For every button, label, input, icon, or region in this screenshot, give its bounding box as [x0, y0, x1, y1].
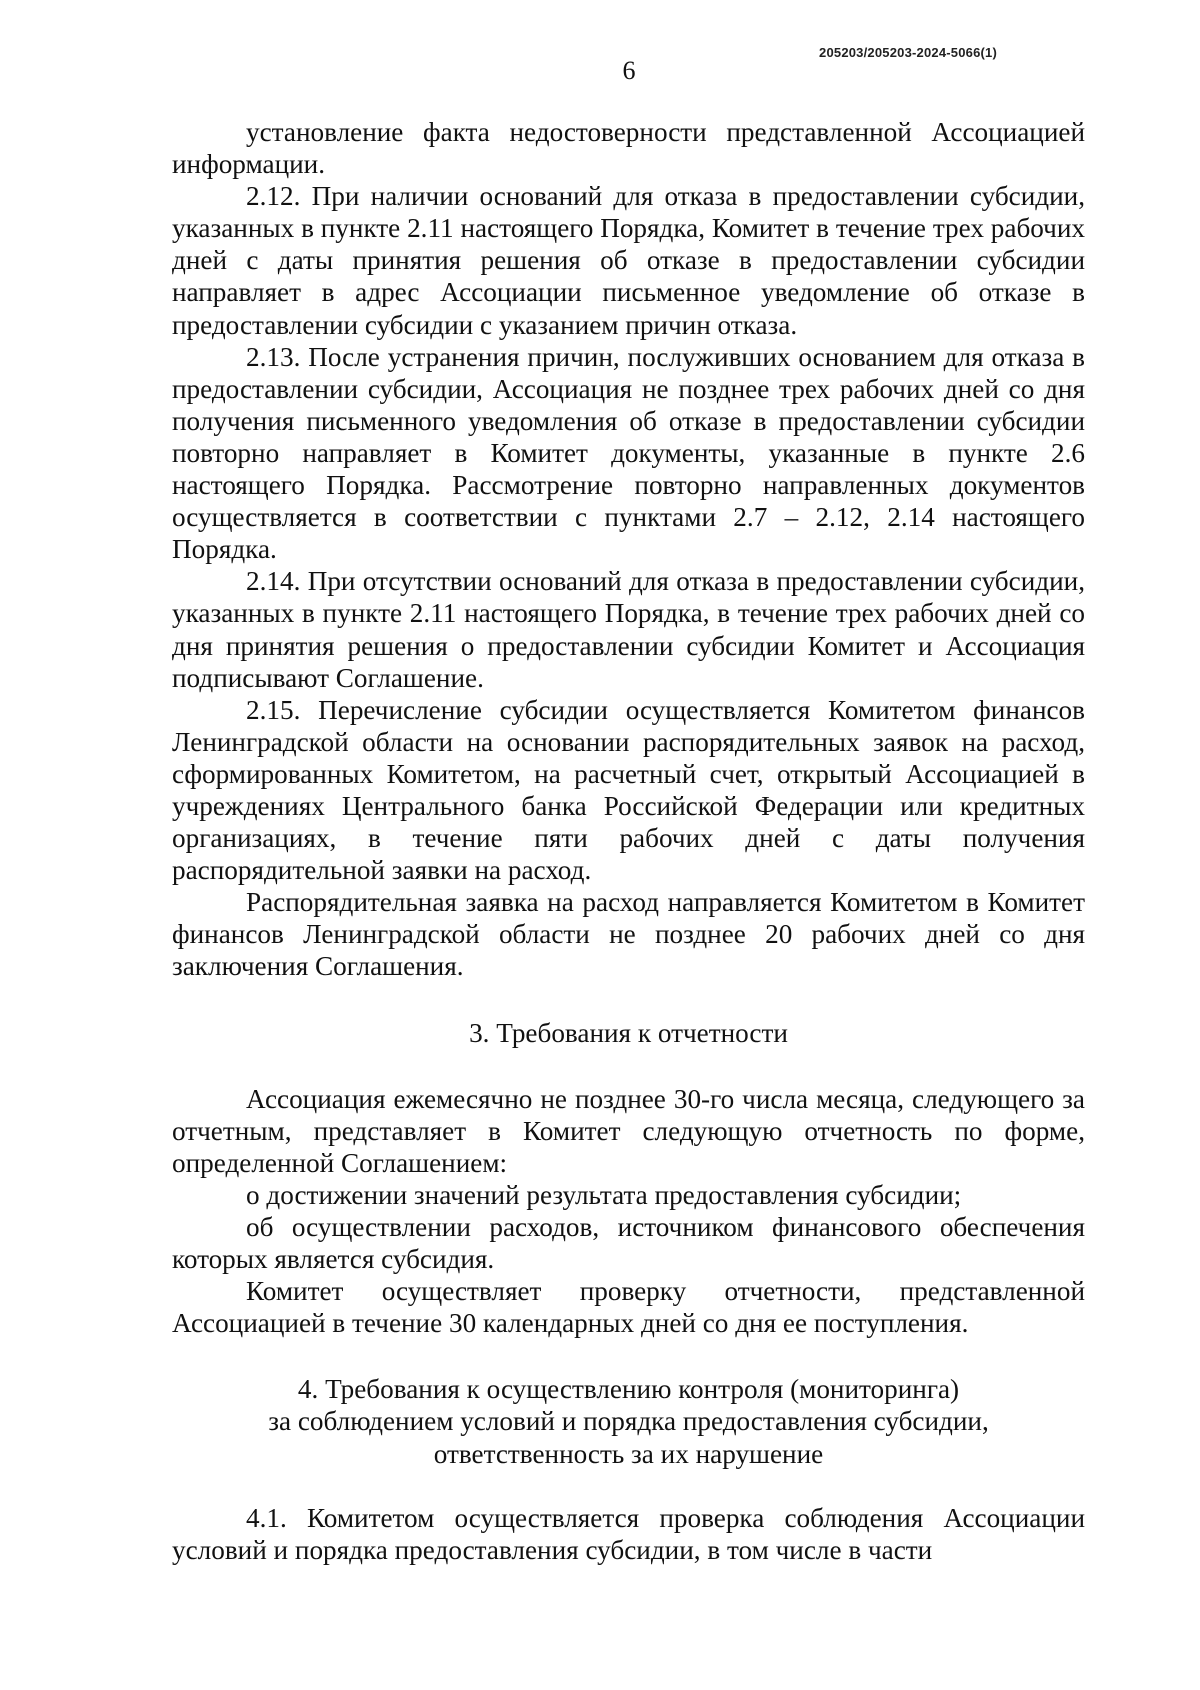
document-body [172, 116, 1085, 1566]
section-4-heading [172, 1373, 1085, 1469]
paragraph-2-13: 2.13. После устранения причин, послуживших основанием для отказа в предоставлении субсидии, Ассоциация не позднее трех рабочих дней со дня получения письменного уведомления об отказе в предоставлении субсидии повторно направляет в Комитет документы, указанные в пункте 2.6 настоящего Порядка. Рассмотрение повторно направленных документов осуществляется в соответствии с пунктами 2.7 – 2.12, 2.14 настоящего Порядка. [172, 341, 1085, 565]
document-id: 205203/205203-2024-5066(1) [819, 45, 997, 60]
paragraph-2-12: 2.12. При наличии оснований для отказа в предоставлении субсидии, указанных в пункте 2.11 настоящего Порядка, Комитет в течение трех рабочих дней с даты принятия решения об отказе в предоставлении субсидии направляет в адрес Ассоциации письменное уведомление об отказе в предоставлении субсидии с указанием причин отказа. [172, 181, 1085, 340]
section-4-heading-line-3: ответственность за их нарушение [433, 1438, 824, 1469]
page-number: 6 [622, 56, 636, 85]
paragraph-3-reporting: Ассоциация ежемесячно не позднее 30-го числа месяца, следующего за отчетным, представляет в Комитет следующую отчетность по форме, определенной Соглашением: [172, 1083, 1085, 1178]
section-4-heading-line-1: 4. Требования к осуществлению контроля (мониторинга) [297, 1374, 960, 1405]
paragraph-4-1: 4.1. Комитетом осуществляется проверка соблюдения Ассоциации условий и порядка предоставления субсидии, в том числе в части [172, 1502, 1085, 1565]
paragraph-2-14: 2.14. При отсутствии оснований для отказа в предоставлении субсидии, указанных в пункте 2.11 настоящего Порядка, в течение трех рабочих дней со дня принятия решения о предоставлении субсидии Комитет и Ассоциация подписывают Соглашение. [172, 566, 1085, 693]
paragraph-3-results: о достижении значений результата предоставления субсидии; [246, 1179, 962, 1210]
paragraph-2-11-end: установление факта недостоверности представленной Ассоциацией информации. [172, 117, 1085, 180]
section-4-heading-line-2: за соблюдением условий и порядка предоставления субсидии, [268, 1406, 989, 1437]
paragraph-2-15-continued: Распорядительная заявка на расход направляется Комитетом в Комитет финансов Ленинградской области не позднее 20 рабочих дней со дня заключения Соглашения. [172, 887, 1085, 982]
section-3-heading: 3. Требования к отчетности [469, 1017, 788, 1048]
paragraph-3-check: Комитет осуществляет проверку отчетности, представленной Ассоциацией в течение 30 календарных дней со дня ее поступления. [172, 1276, 1085, 1339]
paragraph-3-expenses: об осуществлении расходов, источником финансового обеспечения которых является субсидия. [172, 1212, 1085, 1275]
paragraph-2-15: 2.15. Перечисление субсидии осуществляется Комитетом финансов Ленинградской области на основании распорядительных заявок на расход, сформированных Комитетом, на расчетный счет, открытый Ассоциацией в учреждениях Центрального банка Российской Федерации или кредитных организациях, в течение пяти рабочих дней с даты получения распорядительной заявки на расход. [172, 694, 1085, 886]
